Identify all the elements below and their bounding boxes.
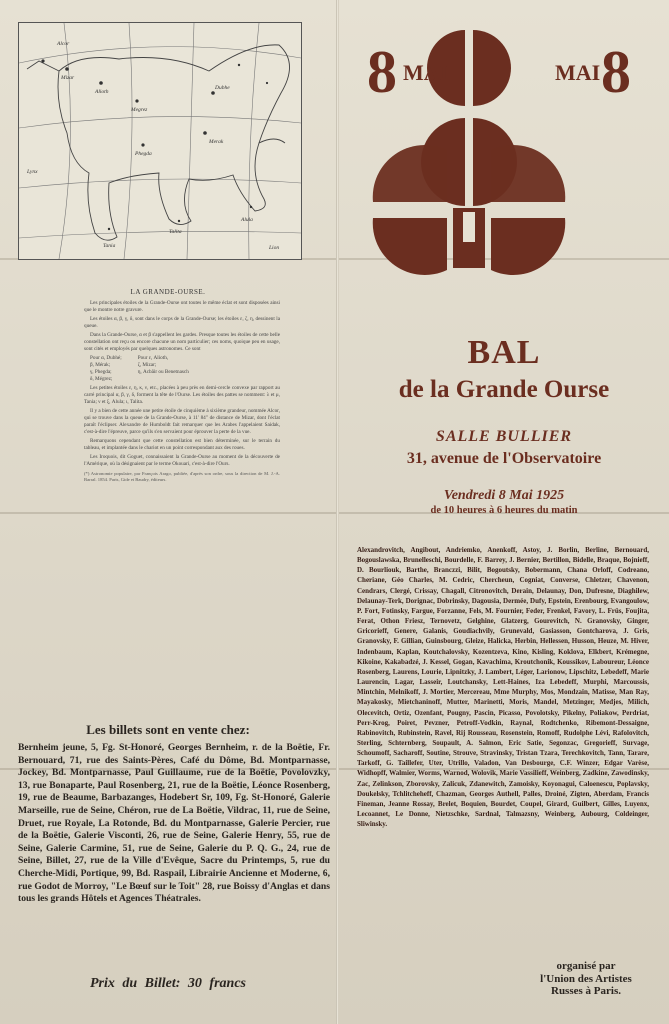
- venue-address: 31, avenue de l'Observatoire: [406, 450, 602, 467]
- star-names: [90, 355, 280, 383]
- map-label: Alcor: [57, 41, 70, 47]
- map-label: Tania: [103, 243, 116, 249]
- footnote: (*) Astronomie populaire, par François Arago, publiée, d'après son ordre, sous la direction de M. J.-A. Barral. 1854. Paris, Gide et Baudry, éditeurs.: [84, 471, 280, 482]
- date-left-month: MAI: [403, 60, 449, 85]
- artist-list: Alexandrovitch, Angibout, Andriemko, Anenkoff, Astoy, J. Borlin, Berline, Bernouard, Bogouslawska, Brunelleschi, Bourdelle, F. Barrey, J. Bernier, Bertillon, Bidelle, Braque, Bojnieff, D. Bourliouk, Barthe, Branczzi, Bilit, Bogoutsky, Bobermann, Chana Orloff, Codreano, Cheriane, Géo Charles, M. Cedric, Chercheun, Cogniat, Converse, Chletzer, Chavenon, Cendrars, Clergé, Crissay, Chagall, Citronovitch, Derain, Delaunay, Don, Dufresne, Diaghilew, Delaunay-Terk, Dorignac, Dobrinsky, Dagousia, Dermée, Dufy, Epstein, Erenbourg, Evangoulow, P. Fort, Fotinsky, Fargue, Forzanne, Fels, M. Fournier, Feder, Frenkel, Favory, L. Früs, Foujita, Ferat, Othon Friesz, Ternovetz, Gelghine, Glatzerg, Gourevitch, N. Granovsky, Ginger, Gricorieff, Genere, Galanis, Goudiachvily, Grunevald, Gasiasson, Gontcharova, J. Gris, Granovsky, F. Gillian, Guinsbourg, Gleize, Halicka, Herbin, Hellessen, Husson, Heuze, M. Hiver, Indenbaum, Kaplan, Koutchalovsky, Kozentzeva, Kino, Kisling, Koklova, Elkbert, Krémegne, Kikoine, Kakabadzé, J. Kessel, Gogan, Kavachima, Kroutchonik, Koussikov, Laboureur, Léonce Rosenberg, Laurens, Lourie, Lipnitzky, J. Lambert, Léger, Larionow, Lipschitz, Lebedeff, Marie Laurencin, Lagar, Lasseir, Loutchansky, Lett-Haines, Iza Lebedeff, Murphi, Marcoussis, Mintchin, Melnikoff, J. Mortier, Mercereau, Mme Murphy, Mos, Mondzain, Matisse, Man Ray, Mayakosky, Mietchaninoff, Mutter, Marinetti, Moris, Mandel, Metzinger, Medjes, Milich, Olecevitch, Ortiz, Ozenfant, Pougny, Pascin, Picasso, Povolotsky, Pikelny, Poliakow, Perdriat, Perr-Krog, Poiret, Pevzner, Petroff-Vodkin, Raynal, Rodtchenko, Ribemont-Dessaigne, Rabinovitch, Rubinstein, Ravel, Rij Rousseau, Rosenstein, Romoff, Rudolphe Lévi, Rafolovitch, Sterling, Schternberg, Soupault, A. Salmon, Eric Satie, Segonzac, Gregorieff, Survage, Schoumoff, Sacharoff, Soutine, Strouve, Stravinsky, Tristan Tzara, Terechkovitch, Tann, Tarare, Tarkoff, G. Taillefer, Uter, Utrillo, Valadon, Van Desbourge, C.F. Winzer, Edgar Varèse, Widhopff, Walmier, Worms, Warnod, Wolovik, Marie Vassilieff, Weinberg, Zadkine, Zawodinsky, Zac, Zelinkson, Zborovsky, Zalicuk, Zdanewitch, Zamoisky, Koyonagui, Caloenescu, Poplavsky, Doukelsky, Tchlitcheheff, Chazman, Georges Authell, Palles, Droiné, Zigten, Aberdam, Francis Fineman, Jeanne Rossay, Brelet, Boquien, Bourdet, Coupel, Girard, Guilbert, Gilles, Luyenx, Lecoannet, Le Donne, Nietzschke, Sardnal, Talmazsny, Weinberg, Aubourg, Coldeinger, Sliwinsky.: [357, 546, 649, 829]
- star-name: δ, Mégrez;: [90, 376, 113, 382]
- paragraph: Il y a bien de cette année une petite étoile de cinquième à sixième grandeur, nommée Alcor, qui se trouve dans la queue de la Grande-Ourse, à 11' 84" de distance de Mizar, dont l'éclat paraît l'éclipser. Alexandre de Humboldt fait remarquer que les Arabes l'appelaient Saidak, c'est-à-dire l'épreuve, parce qu'ils s'en servaient pour éprouver la perte de la vue.: [84, 408, 281, 435]
- event-date: Vendredi 8 Mai 1925: [443, 488, 565, 503]
- paragraph: Les petites étoiles ε, η, κ, ν, etc., placées à peu près en demi-cercle convexe par rapport au carré principal α, β, γ, δ, forment la tête de l'Ourse. Les étoiles des pattes se nomment: λ et μ, Tania; ν et ξ, Alula; ι, Talita.: [84, 385, 280, 405]
- constellation-title: LA GRANDE-OURSE.: [130, 288, 206, 296]
- star-points: [41, 59, 268, 230]
- map-label: Lion: [269, 245, 280, 251]
- map-label: Phegda: [135, 151, 152, 157]
- event-title: BAL: [467, 334, 541, 371]
- tickets-vendors: Bernheim jeune, 5, Fg. St-Honoré, Georges Bernheim, r. de la Boëtie, Fr. Bernouard, 71, rue des Saints-Pères, Café du Dôme, Bd. Montparnasse, Jockey, Bd. Montparnasse, Paul Guillaume, rue de la Boëtie, Povolovzky, 13, rue Bonaparte, Paul Rosenberg, 21, rue de la Boëtie, Léonce Rosenberg, 19, rue de Beaume, Barbazanges, Hodebert Sr, 109, Fg. St-Honoré, Galerie Marseille, rue de Seine, Chéron, rue de La Boëtie, Vildrac, 11, rue de Seine, Druet, rue Royale, La Rotonde, Bd. du Montparnasse, Galerie Percier, rue de la Boëtie, Galerie Visconti, 26, rue de Seine, Galerie Henry, 55, rue de Seine, Galerie Carmine, 51, rue de Seine, Galerie du P. Q. G., 24, rue de Seine, Billet, 27, rue de la Ville d'Evêque, Sacre du Printemps, 5, rue du Cherche-Midi, Portique, 99, Bd. Raspail, Librairie Ancienne et Moderne, 6, rue Godot de Morroy, "Le Bœuf sur le Toit" 28, rue Boissy d'Anglas et dans tous les grands Hôtels et Agences Théatrales.: [18, 742, 330, 905]
- event-subtitle: de la Grande Ourse: [398, 376, 610, 403]
- paragraph: Dans la Grande-Ourse, α et β s'appellent les gardes. Presque toutes les étoiles de cette belle constellation ont reçu ou encore chacune un nom particulier; ces noms, quoique peu en usage, sont cités et employés par quelques astronomes. Ce sont: [84, 332, 280, 352]
- map-label: Dubhe: [215, 85, 230, 91]
- map-label: Lynx: [27, 169, 38, 175]
- date-left-number: 8: [367, 39, 397, 105]
- paragraph: Remarquons cependant que cette constellation est bien déterminée, sur le terrain du tableau, et implantée dans le chariot en un point correspondant aux des roues.: [84, 438, 280, 451]
- star-map: [18, 22, 302, 260]
- map-label: Merak: [209, 139, 224, 145]
- map-label: Mizar: [61, 75, 75, 81]
- star-name: Pour ε, Alioth,: [137, 355, 169, 361]
- tickets-heading: Les billets sont en vente chez:: [86, 722, 250, 737]
- organizer-line: Russes à Paris.: [551, 985, 621, 997]
- map-label: Alula: [241, 217, 253, 223]
- star-name: Pour α, Dubhé;: [90, 355, 122, 361]
- star-name: γ, Phegda;: [90, 369, 112, 375]
- star-name: ζ, Mizar;: [137, 362, 157, 368]
- constellation-text: [84, 300, 280, 483]
- date-right-number: 8: [601, 39, 631, 105]
- organizer: [511, 960, 661, 998]
- venue-name: SALLE BULLIER: [435, 428, 573, 445]
- paragraph: Les principales étoiles de la Grande-Ourse ont toutes le même éclat et sont disposées ainsi que le montre notre gravure.: [84, 300, 280, 313]
- bear-logo-graphic: [365, 22, 645, 287]
- star-name: η, Acbâir ou Benetnasch: [137, 369, 189, 375]
- organizer-line: organisé par: [556, 960, 616, 972]
- map-label: Megrez: [131, 107, 148, 113]
- poster-panel: [339, 0, 669, 1024]
- paragraph: Les étoiles α, β, γ, δ, sont dans le corps de la Grande-Ourse; les étoiles ε, ζ, η, dessinent la queue.: [84, 316, 280, 329]
- star-name: β, Mérak;: [90, 362, 111, 368]
- ticket-price: Prix du Billet: 30 francs: [89, 976, 246, 991]
- map-label: Alioth: [95, 89, 109, 95]
- paragraph: Les Iroquois, dit Goguet, connaissaient la Grande-Ourse au moment de la découverte de l'Amérique, où la désignaient par le terme Okouari, c'est-à-dire l'Ours.: [84, 454, 280, 467]
- organizer-line: l'Union des Artistes: [540, 972, 632, 985]
- date-right-month: MAI: [555, 60, 601, 85]
- event-hours: de 10 heures à 6 heures du matin: [430, 505, 578, 516]
- map-label: Talita: [169, 229, 182, 235]
